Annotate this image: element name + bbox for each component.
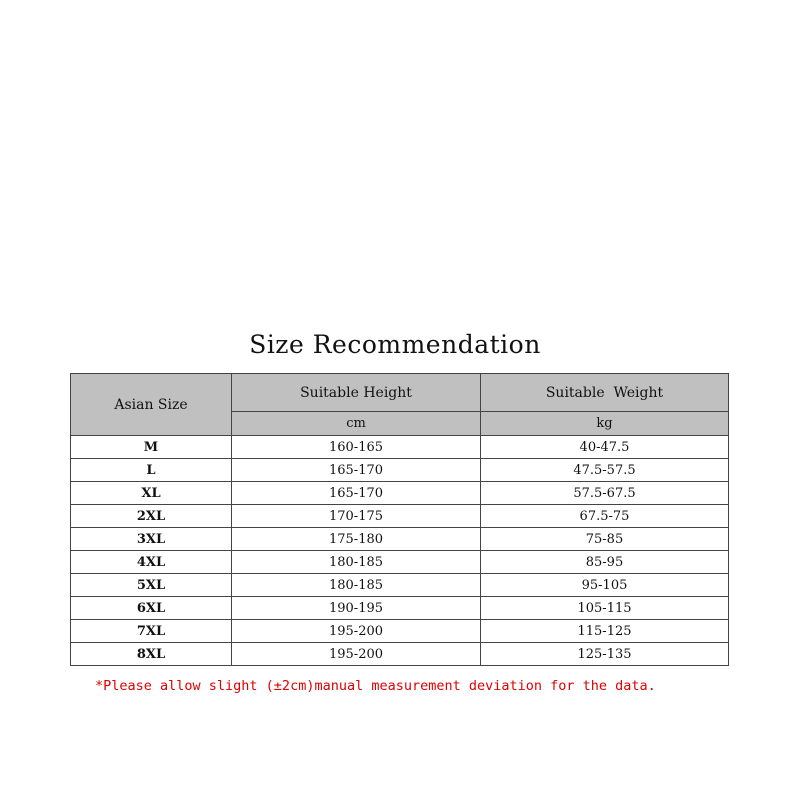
weight-cell: 125-135 — [481, 643, 729, 666]
table-row — [71, 528, 729, 551]
header-asian-size: Asian Size — [71, 374, 232, 436]
page-title: Size Recommendation — [249, 330, 541, 359]
size-cell: 3XL — [71, 528, 232, 551]
height-cell: 180-185 — [232, 551, 481, 574]
header-suitable-height: Suitable Height — [232, 374, 481, 412]
size-table — [70, 373, 729, 666]
height-cell: 165-170 — [232, 482, 481, 505]
table-row — [71, 643, 729, 666]
height-cell: 190-195 — [232, 597, 481, 620]
header-height-unit: cm — [232, 412, 481, 436]
height-cell: 195-200 — [232, 620, 481, 643]
weight-cell: 57.5-67.5 — [481, 482, 729, 505]
height-cell: 170-175 — [232, 505, 481, 528]
size-cell: M — [71, 436, 232, 459]
table-header-row — [71, 374, 729, 412]
weight-cell: 67.5-75 — [481, 505, 729, 528]
weight-cell: 95-105 — [481, 574, 729, 597]
size-cell: XL — [71, 482, 232, 505]
table-row — [71, 551, 729, 574]
height-cell: 180-185 — [232, 574, 481, 597]
height-cell: 175-180 — [232, 528, 481, 551]
size-cell: L — [71, 459, 232, 482]
weight-cell: 85-95 — [481, 551, 729, 574]
table-row — [71, 482, 729, 505]
height-cell: 160-165 — [232, 436, 481, 459]
table-row — [71, 574, 729, 597]
header-weight-unit: kg — [481, 412, 729, 436]
size-cell: 7XL — [71, 620, 232, 643]
weight-cell: 115-125 — [481, 620, 729, 643]
height-cell: 165-170 — [232, 459, 481, 482]
weight-cell: 40-47.5 — [481, 436, 729, 459]
table-row — [71, 436, 729, 459]
weight-cell: 47.5-57.5 — [481, 459, 729, 482]
table-row — [71, 620, 729, 643]
header-suitable-weight: Suitable Weight — [481, 374, 729, 412]
table-row — [71, 505, 729, 528]
weight-cell: 105-115 — [481, 597, 729, 620]
size-cell: 2XL — [71, 505, 232, 528]
size-cell: 8XL — [71, 643, 232, 666]
table-row — [71, 597, 729, 620]
size-cell: 5XL — [71, 574, 232, 597]
height-cell: 195-200 — [232, 643, 481, 666]
table-row — [71, 459, 729, 482]
measurement-note: *Please allow slight (±2cm)manual measurement deviation for the data. — [95, 678, 656, 694]
size-cell: 6XL — [71, 597, 232, 620]
weight-cell: 75-85 — [481, 528, 729, 551]
size-cell: 4XL — [71, 551, 232, 574]
